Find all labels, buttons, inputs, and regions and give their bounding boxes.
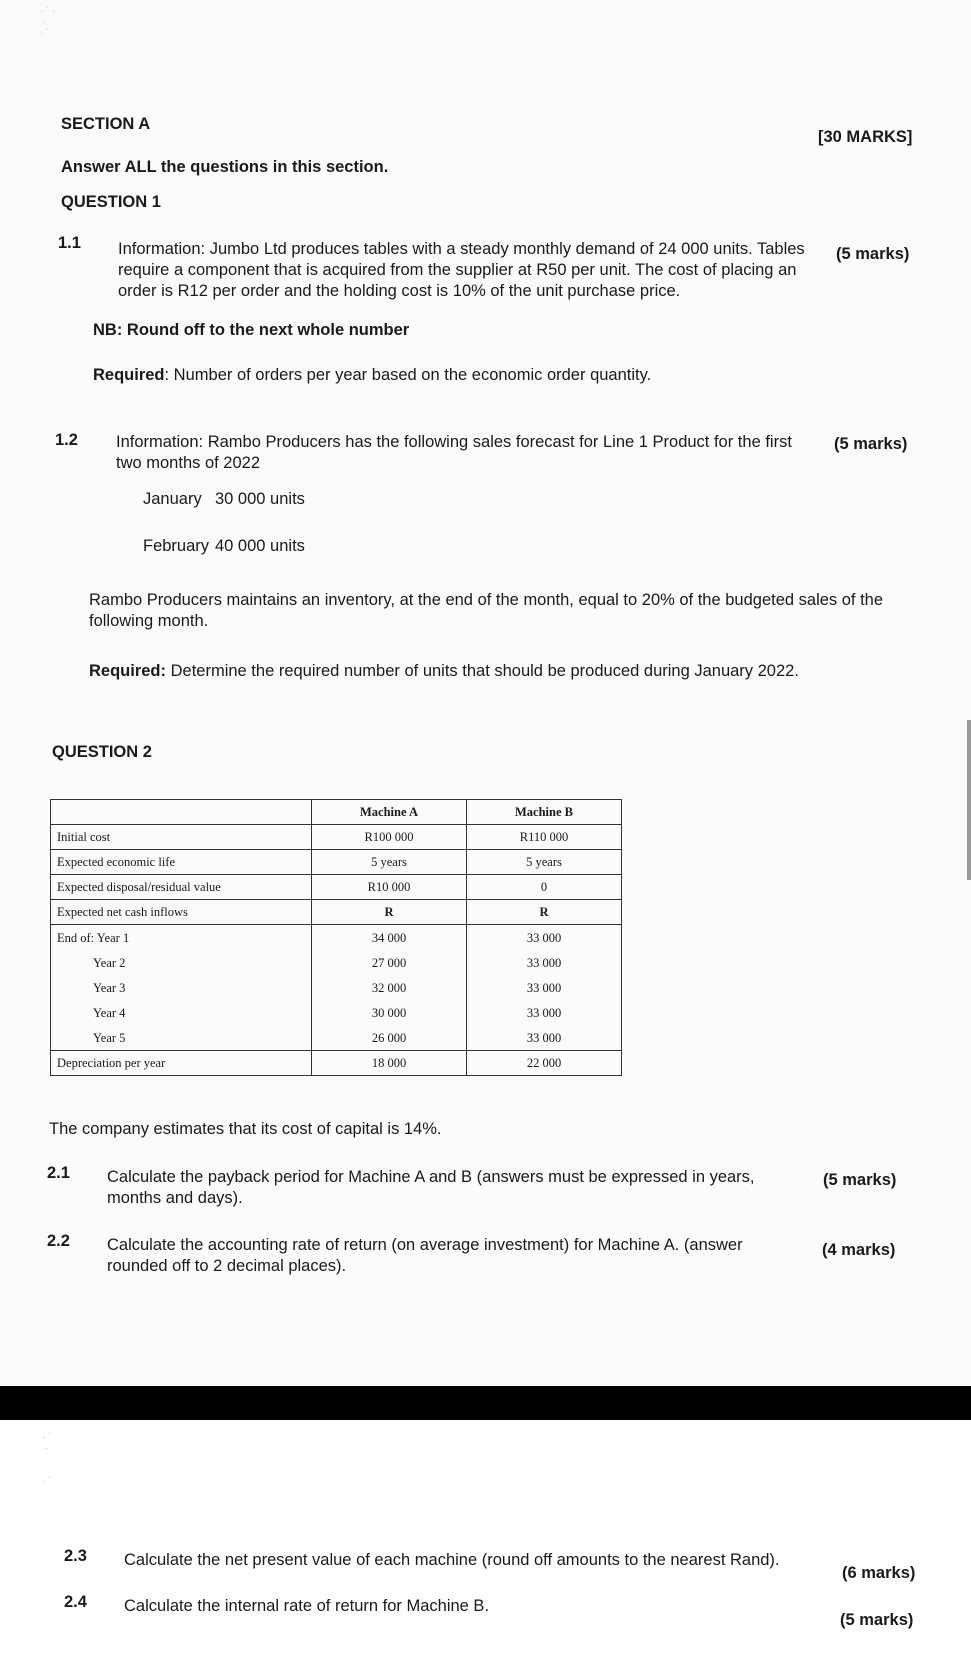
table-cell: 33 000 (467, 1025, 622, 1051)
q1-2-number: 1.2 (55, 431, 78, 449)
table-cell: R100 000 (312, 825, 467, 850)
forecast-february-units: 40 000 units (215, 537, 305, 555)
table-row (51, 875, 622, 900)
cost-of-capital-text: The company estimates that its cost of capital is 14%. (49, 1120, 442, 1138)
table-cell: Year 3 (51, 975, 312, 1000)
q2-3-number: 2.3 (64, 1547, 87, 1565)
q2-2-text: Calculate the accounting rate of return (on average investment) for Machine A. (answer rounded off to 2 decimal places). (107, 1236, 743, 1275)
forecast-february-month: February (143, 537, 210, 555)
q2-1-text: Calculate the payback period for Machine A and B (answers must be expressed in years, months and days). (107, 1168, 755, 1207)
section-instruction: Answer ALL the questions in this section. (61, 158, 389, 176)
q1-1-number: 1.1 (58, 234, 81, 252)
table-row (51, 925, 622, 951)
table-cell: 0 (467, 875, 622, 900)
table-cell: 18 000 (312, 1051, 467, 1076)
table-row (51, 1000, 622, 1025)
required-label: Required (93, 366, 165, 384)
q2-4-text: Calculate the internal rate of return for Machine B. (124, 1597, 490, 1615)
table-cell: R (467, 900, 622, 925)
q2-4-number: 2.4 (64, 1593, 87, 1611)
q2-2-marks: (4 marks) (822, 1241, 896, 1259)
table-cell: Expected economic life (51, 850, 312, 875)
table-row (51, 975, 622, 1000)
table-cell: Initial cost (51, 825, 312, 850)
table-cell: Expected net cash inflows (51, 900, 312, 925)
q1-1-nb: NB: Round off to the next whole number (93, 321, 410, 339)
table-cell (51, 800, 312, 825)
q2-1-marks: (5 marks) (823, 1171, 897, 1189)
table-cell: 33 000 (467, 925, 622, 951)
q1-2-required (89, 661, 799, 682)
question-2-title: QUESTION 2 (52, 743, 152, 761)
table-header-machine-b: Machine B (467, 800, 622, 825)
table-cell: Year 5 (51, 1025, 312, 1051)
q1-1-required (93, 365, 651, 386)
table-row (51, 850, 622, 875)
exam-page-2 (0, 1420, 971, 1660)
table-cell: 33 000 (467, 950, 622, 975)
table-cell: R110 000 (467, 825, 622, 850)
section-title: SECTION A (61, 115, 151, 133)
table-cell: Expected disposal/residual value (51, 875, 312, 900)
q1-2-text: Information: Rambo Producers has the following sales forecast for Line 1 Product for the first two months of 2022 (116, 433, 792, 472)
required-text: : Number of orders per year based on the economic order quantity. (164, 366, 652, 384)
table-row (51, 1025, 622, 1051)
table-cell: Year 2 (51, 950, 312, 975)
q1-2-inventory-text: Rambo Producers maintains an inventory, at the end of the month, equal to 20% of the budgeted sales of the following month. (89, 591, 884, 630)
q2-3-marks: (6 marks) (842, 1564, 916, 1582)
table-cell: 30 000 (312, 1000, 467, 1025)
table-cell: R (312, 900, 467, 925)
table-header-row (51, 800, 622, 825)
table-cell: 33 000 (467, 1000, 622, 1025)
table-cell: 5 years (312, 850, 467, 875)
table-cell: 34 000 (312, 925, 467, 951)
scan-edge-shadow (967, 720, 971, 880)
table-header-machine-a: Machine A (312, 800, 467, 825)
table-row (51, 1051, 622, 1076)
table-cell: End of: Year 1 (51, 925, 312, 951)
q2-2-number: 2.2 (47, 1232, 70, 1250)
question-1-title: QUESTION 1 (61, 193, 161, 211)
required-label: Required: (89, 662, 167, 680)
table-row (51, 900, 622, 925)
forecast-january-month: January (143, 490, 202, 508)
machine-comparison-table (50, 799, 622, 1076)
table-cell: 32 000 (312, 975, 467, 1000)
table-cell: 27 000 (312, 950, 467, 975)
q2-1-number: 2.1 (47, 1164, 70, 1182)
scan-specks: · ˙ · · · ˙ (40, 6, 56, 39)
q1-2-marks: (5 marks) (834, 435, 908, 453)
section-marks: [30 MARKS] (818, 128, 913, 146)
q2-4-marks: (5 marks) (840, 1611, 914, 1629)
q1-1-text: Information: Jumbo Ltd produces tables with a steady monthly demand of 24 000 units. Tables require a component that is acquired from the supplier at R50 per unit. The cost of placing an order is R12 per order and the holding cost is 10% of the unit purchase price. (118, 240, 805, 300)
table-cell: Year 4 (51, 1000, 312, 1025)
table-cell: Depreciation per year (51, 1051, 312, 1076)
table-cell: 26 000 (312, 1025, 467, 1051)
scan-specks: · ˙ · · ˙ (42, 1432, 52, 1487)
scan-page-divider (0, 1386, 971, 1420)
table-cell: 22 000 (467, 1051, 622, 1076)
forecast-january-units: 30 000 units (215, 490, 305, 508)
q1-1-marks: (5 marks) (836, 245, 910, 263)
required-text: Determine the required number of units that should be produced during January 2022. (170, 662, 799, 680)
table-cell: 5 years (467, 850, 622, 875)
q2-3-text: Calculate the net present value of each machine (round off amounts to the nearest Rand). (124, 1551, 780, 1569)
table-cell: R10 000 (312, 875, 467, 900)
table-row (51, 950, 622, 975)
table-cell: 33 000 (467, 975, 622, 1000)
table-row (51, 825, 622, 850)
